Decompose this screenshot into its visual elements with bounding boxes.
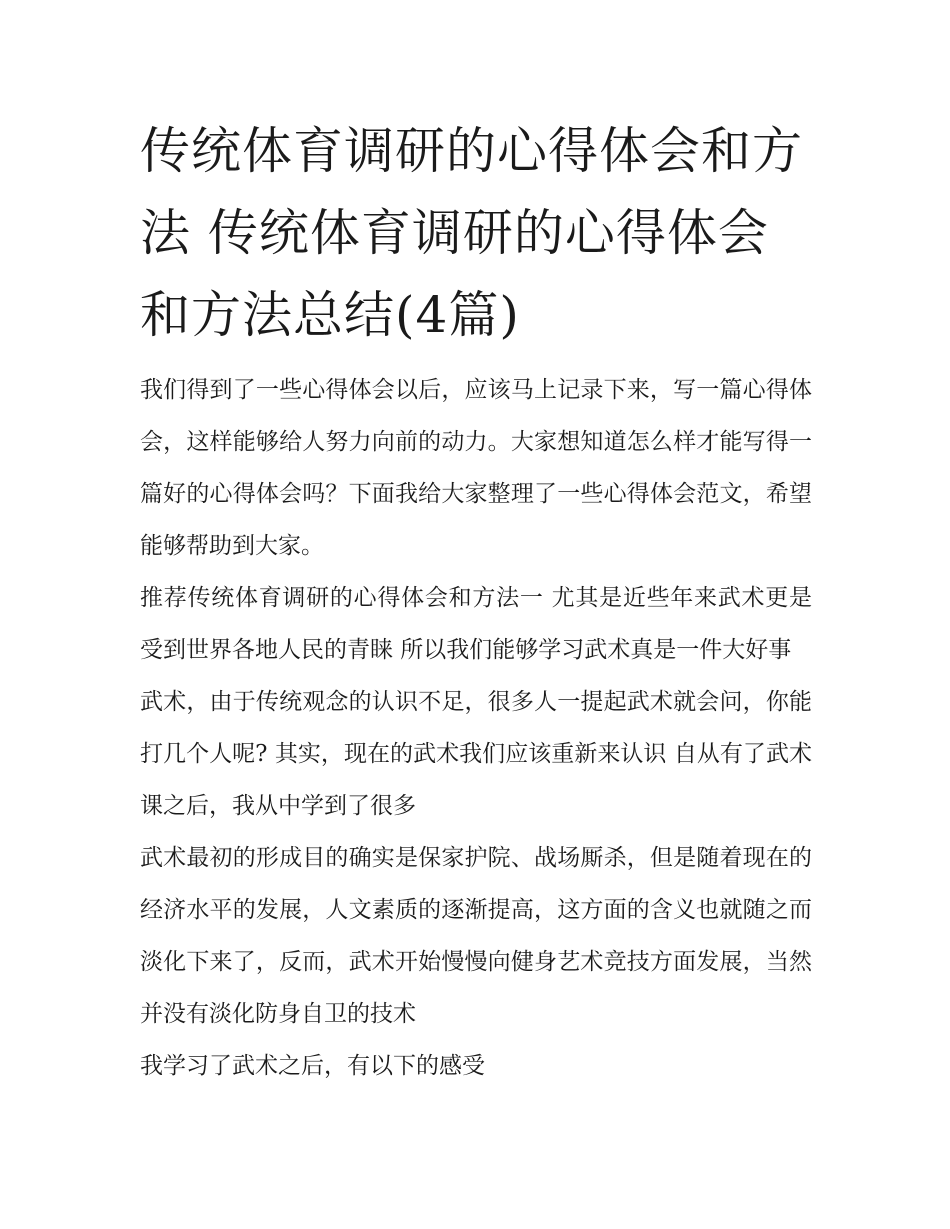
paragraph-recommendation: 推荐传统体育调研的心得体会和方法一 尤其是近些年来武术更是受到世界各地人民的青睐 所以我们能够学习武术真是一件大好事 bbox=[140, 585, 812, 663]
document-title: 传统体育调研的心得体会和方法 传统体育调研的心得体会和方法总结(4篇) bbox=[140, 122, 803, 344]
paragraph-martial-arts-origin: 武术最初的形成目的确实是保家护院、战场厮杀，但是随着现在的经济水平的发展，人文素质的逐渐提高，这方面的含义也就随之而淡化下来了，反而，武术开始慢慢向健身艺术竞技方面发展，当然并没有淡化防身自卫的技术 bbox=[140, 845, 812, 1027]
spacer bbox=[140, 356, 812, 364]
paragraph-feelings: 我学习了武术之后，有以下的感受 bbox=[140, 1053, 485, 1079]
paragraph-intro: 我们得到了一些心得体会以后，应该马上记录下来，写一篇心得体会，这样能够给人努力向前的动力。大家想知道怎么样才能写得一篇好的心得体会吗？下面我给大家整理了一些心得体会范文，希望能够帮助到大家。 bbox=[140, 377, 812, 559]
document-page bbox=[140, 110, 812, 1092]
paragraph-martial-arts-perception: 武术，由于传统观念的认识不足，很多人一提起武术就会问，你能打几个人呢? 其实，现在的武术我们应该重新来认识 自从有了武术课之后，我从中学到了很多 bbox=[140, 689, 812, 819]
